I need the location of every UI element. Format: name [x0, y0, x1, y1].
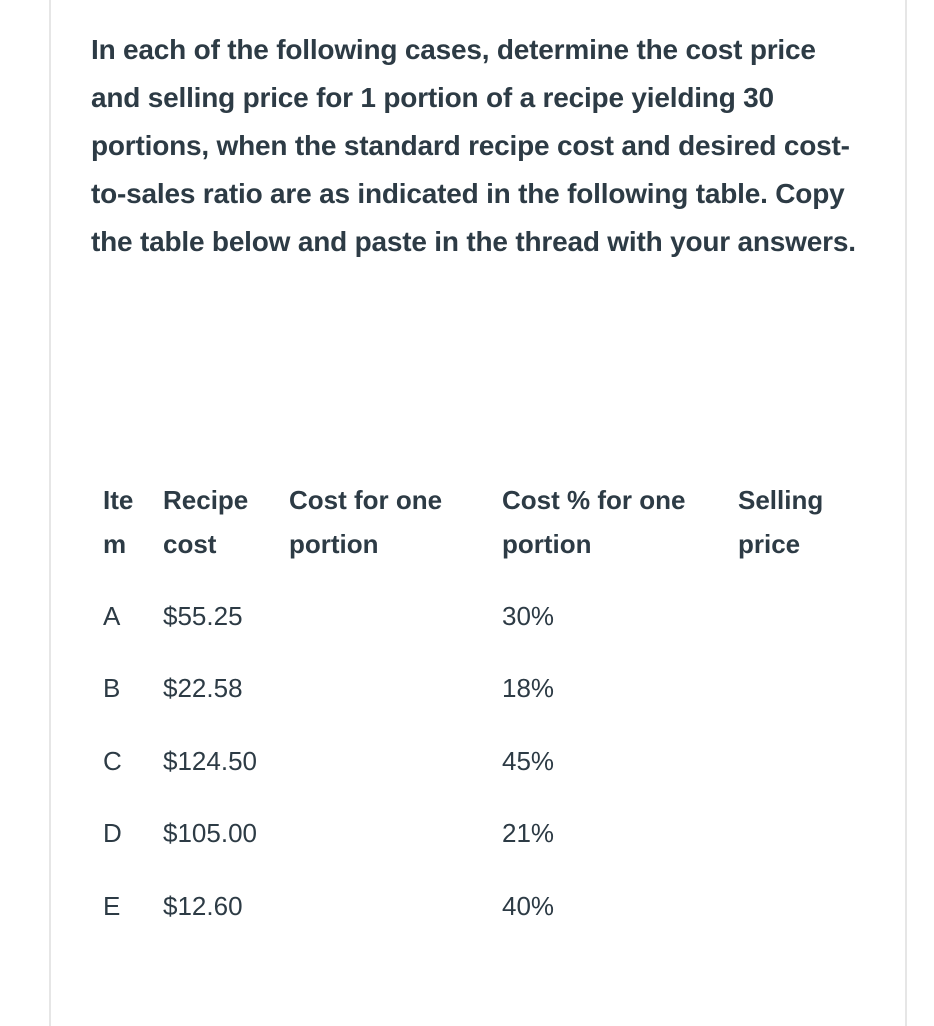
cell-cost-percent: 45%	[502, 746, 555, 776]
cell-cost-percent: 30%	[502, 601, 555, 631]
cell-cost-percent: 21%	[502, 818, 555, 848]
cell-item: C	[103, 746, 122, 776]
cell-cost-percent: 40%	[502, 891, 555, 921]
cell-recipe-cost: $22.58	[163, 673, 243, 703]
cell-recipe-cost: $55.25	[163, 601, 243, 631]
cell-item: A	[103, 601, 121, 631]
cell-recipe-cost: $12.60	[163, 891, 243, 921]
cell-item: E	[103, 891, 121, 921]
cell-cost-percent: 18%	[502, 673, 555, 703]
cell-recipe-cost: $124.50	[163, 746, 257, 776]
header-item: Ite m	[103, 485, 134, 559]
header-cost-for-one-portion: Cost for one portion	[289, 485, 443, 559]
header-recipe-cost: Recipe cost	[163, 485, 249, 559]
cell-item: D	[103, 818, 122, 848]
cell-item: B	[103, 673, 121, 703]
header-selling-price: Selling price	[738, 485, 824, 559]
header-cost-percent: Cost % for one portion	[502, 485, 686, 559]
question-text: In each of the following cases, determine the cost price and selling price for 1 portion of a recipe yielding 30 portions, when the standard recipe cost and desired cost-to-sales ratio are as indicated in the following table. Copy the table below and paste in the thread with your answers.	[91, 34, 856, 257]
cell-recipe-cost: $105.00	[163, 818, 257, 848]
